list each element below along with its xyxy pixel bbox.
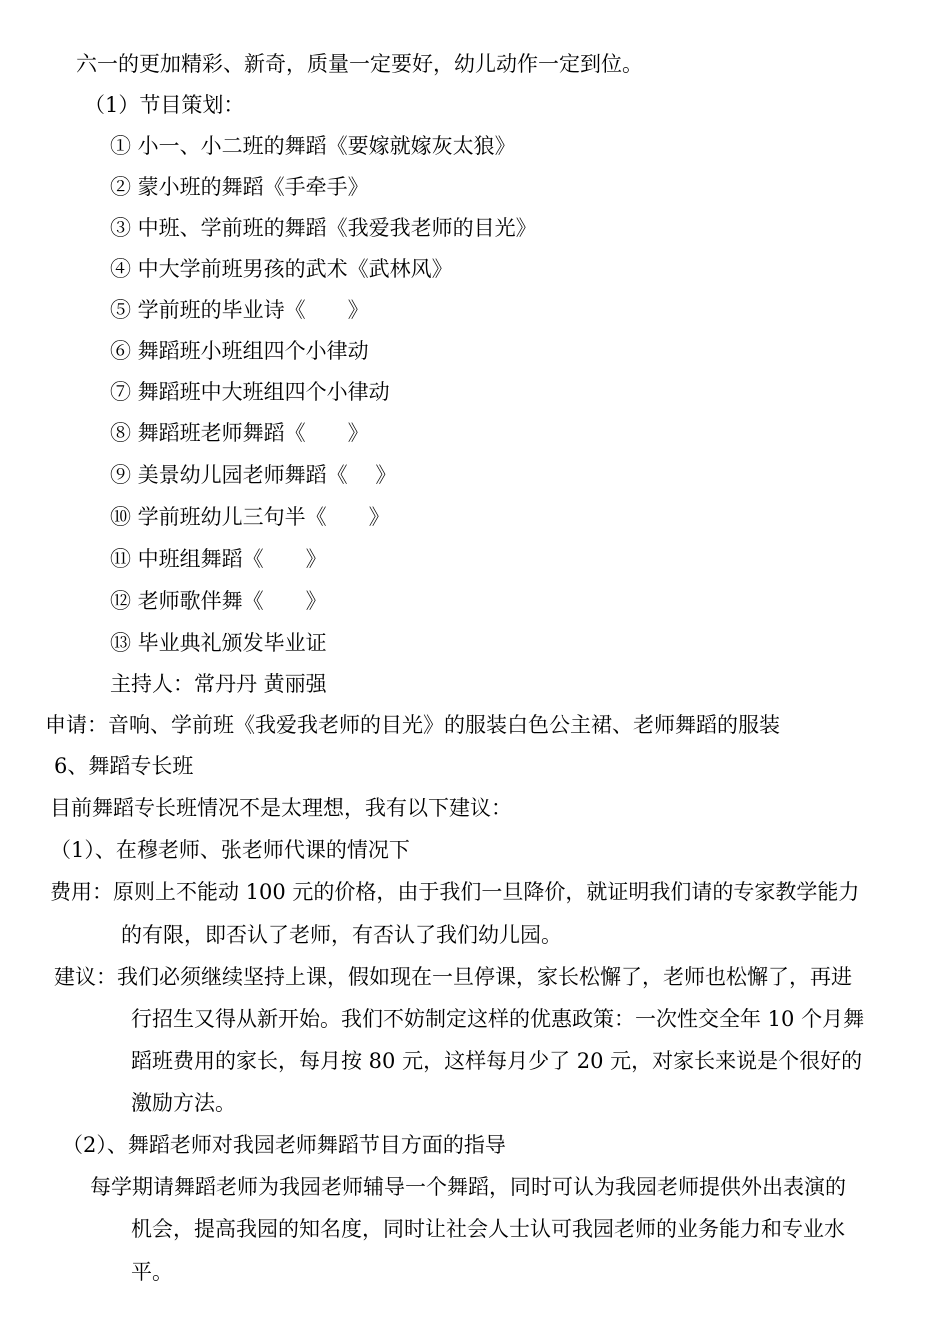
list-item: ① 小一、小二班的舞蹈《要嫁就嫁灰太狼》 — [110, 134, 516, 158]
program-heading: （1）节目策划： — [84, 93, 245, 117]
list-item: ⑥ 舞蹈班小班组四个小律动 — [110, 339, 369, 363]
request-line: 申请：音响、学前班《我爱我老师的目光》的服装白色公主裙、老师舞蹈的服装 — [45, 713, 780, 737]
list-item: ⑪ 中班组舞蹈《 》 — [110, 547, 327, 571]
list-item: ② 蒙小班的舞蹈《手牵手》 — [110, 175, 369, 199]
subsection-heading: （1）、在穆老师、张老师代课的情况下 — [50, 838, 410, 862]
guidance-paragraph-line: 每学期请舞蹈老师为我园老师辅导一个舞蹈，同时可认为我园老师提供外出表演的 — [90, 1175, 846, 1199]
list-item: ⑬ 毕业典礼颁发毕业证 — [110, 631, 327, 655]
advice-paragraph-line: 激励方法。 — [131, 1091, 236, 1115]
guidance-paragraph-line: 平。 — [131, 1260, 173, 1284]
list-item: ⑤ 学前班的毕业诗《 》 — [110, 298, 369, 322]
section-title: 6、舞蹈专长班 — [54, 754, 194, 778]
hosts-line: 主持人：常丹丹 黄丽强 — [110, 672, 327, 696]
guidance-paragraph-line: 机会，提高我园的知名度，同时让社会人士认可我园老师的业务能力和专业水 — [131, 1217, 845, 1241]
list-item: ⑦ 舞蹈班中大班组四个小律动 — [110, 380, 390, 404]
fee-paragraph-line: 的有限，即否认了老师，有否认了我们幼儿园。 — [121, 923, 562, 947]
section-intro: 目前舞蹈专长班情况不是太理想，我有以下建议： — [50, 796, 512, 820]
advice-paragraph-line: 行招生又得从新开始。我们不妨制定这样的优惠政策：一次性交全年 10 个月舞 — [131, 1007, 865, 1031]
list-item: ④ 中大学前班男孩的武术《武林风》 — [110, 257, 453, 281]
list-item: ⑫ 老师歌伴舞《 》 — [110, 589, 327, 613]
advice-paragraph-line: 蹈班费用的家长，每月按 80 元，这样每月少了 20 元，对家长来说是个很好的 — [131, 1049, 863, 1073]
list-item: ③ 中班、学前班的舞蹈《我爱我老师的目光》 — [110, 216, 537, 240]
advice-paragraph-line: 建议：我们必须继续坚持上课，假如现在一旦停课，家长松懈了，老师也松懈了，再进 — [54, 965, 852, 989]
subsection-heading: （2）、舞蹈老师对我园老师舞蹈节目方面的指导 — [62, 1133, 506, 1157]
list-item: ⑧ 舞蹈班老师舞蹈《 》 — [110, 421, 369, 445]
list-item: ⑩ 学前班幼儿三句半《 》 — [110, 505, 390, 529]
fee-paragraph-line: 费用：原则上不能动 100 元的价格，由于我们一旦降价，就证明我们请的专家教学能力 — [50, 880, 860, 904]
intro-paragraph: 六一的更加精彩、新奇，质量一定要好，幼儿动作一定到位。 — [76, 52, 643, 76]
list-item: ⑨ 美景幼儿园老师舞蹈《 》 — [110, 463, 397, 487]
